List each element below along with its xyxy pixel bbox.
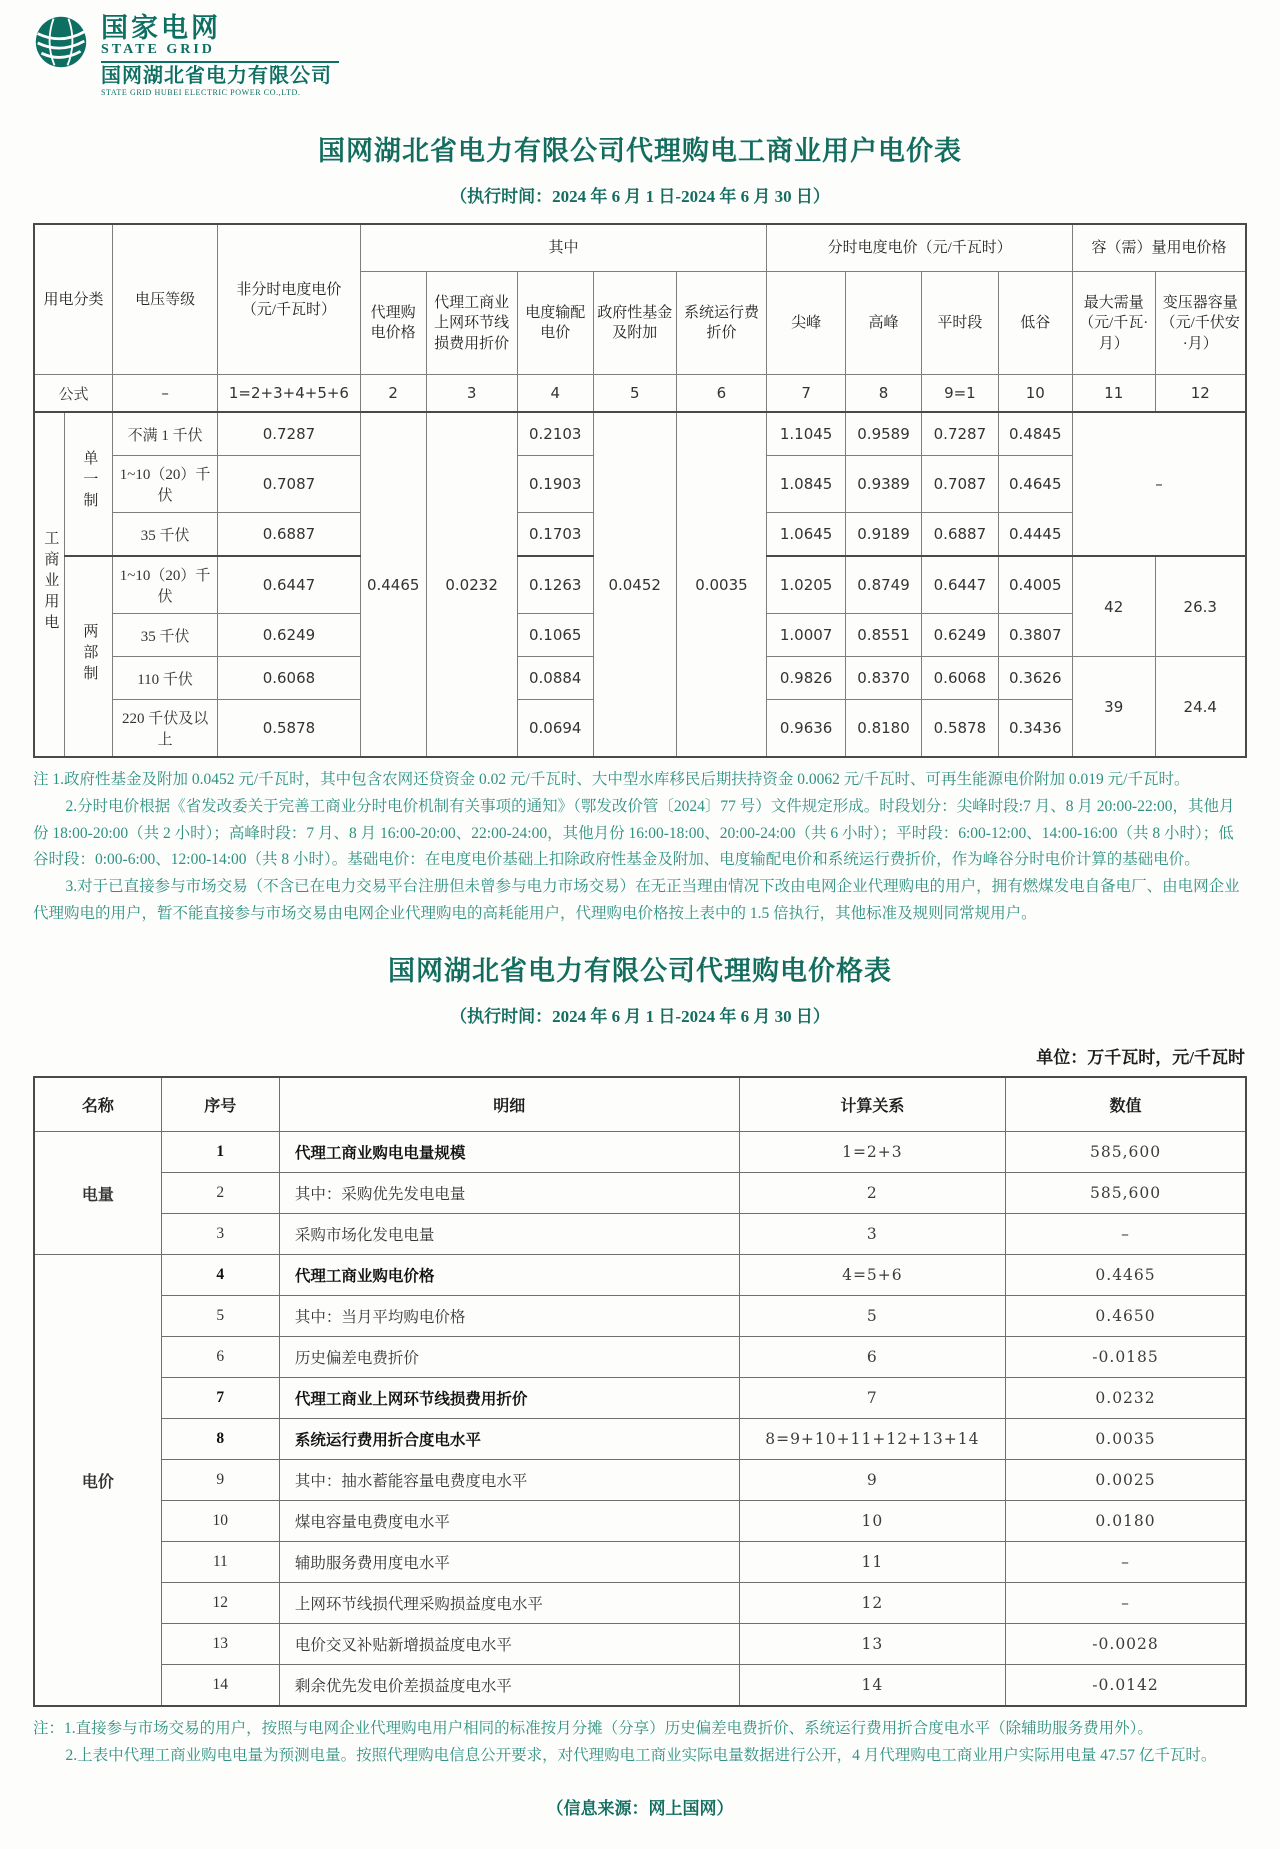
- flat-cell: 0.5878: [922, 700, 998, 758]
- table-row: [34, 1378, 1246, 1419]
- calc-cell: 11: [739, 1542, 1005, 1583]
- detail-cell: 代理工商业购电电量规模: [279, 1132, 739, 1173]
- transformer-capacity-cell: 24.4: [1155, 657, 1246, 758]
- header-value: 数值: [1006, 1077, 1246, 1132]
- header-voltage: 电压等级: [112, 224, 217, 375]
- non-tou-cell: 0.6068: [218, 657, 360, 700]
- formula-cell: 9=1: [922, 375, 998, 413]
- group-energy: 电量: [34, 1132, 161, 1255]
- formula-cell: 3: [426, 375, 517, 413]
- valley-cell: 0.3626: [998, 657, 1072, 700]
- header-non-tou: 非分时电度电价（元/千瓦时）: [218, 224, 360, 375]
- table2-notes: [33, 1716, 1247, 1769]
- voltage-cell: 35 千伏: [112, 614, 217, 657]
- detail-cell: 上网环节线损代理采购损益度电水平: [279, 1583, 739, 1624]
- transmission-cell: 0.2103: [517, 412, 593, 456]
- valley-cell: 0.3436: [998, 700, 1072, 758]
- value-cell: 0.0232: [1006, 1378, 1246, 1419]
- calc-cell: 4=5+6: [739, 1255, 1005, 1296]
- calc-cell: 7: [739, 1378, 1005, 1419]
- no-cell: 12: [161, 1583, 279, 1624]
- detail-cell: 历史偏差电费折价: [279, 1337, 739, 1378]
- info-source: （信息来源：网上国网）: [546, 1798, 734, 1818]
- detail-cell: 其中：抽水蓄能容量电费度电水平: [279, 1460, 739, 1501]
- calc-cell: 10: [739, 1501, 1005, 1542]
- header-peak: 高峰: [845, 272, 921, 375]
- table-row: [34, 1132, 1246, 1173]
- sharp-cell: 1.0845: [767, 456, 845, 513]
- header-capacity: 容（需）量用电价格: [1072, 224, 1246, 272]
- table-row: [34, 1214, 1246, 1255]
- value-cell: -0.0028: [1006, 1624, 1246, 1665]
- company-name-cn: 国网湖北省电力有限公司: [101, 65, 332, 88]
- peak-cell: 0.8749: [845, 556, 921, 614]
- no-cell: 8: [161, 1419, 279, 1460]
- calc-cell: 1=2+3: [739, 1132, 1005, 1173]
- no-cell: 6: [161, 1337, 279, 1378]
- table-row: [34, 1173, 1246, 1214]
- value-cell: 0.0035: [1006, 1419, 1246, 1460]
- no-cell: 1: [161, 1132, 279, 1173]
- formula-label: 公式: [34, 375, 112, 413]
- value-cell: 0.0180: [1006, 1501, 1246, 1542]
- header-valley: 低谷: [998, 272, 1072, 375]
- header-transmission: 电度输配电价: [517, 272, 593, 375]
- brand-name-cn: 国家电网: [101, 13, 221, 43]
- no-cell: 10: [161, 1501, 279, 1542]
- calc-cell: 13: [739, 1624, 1005, 1665]
- agent-purchase-price-table: [33, 1076, 1247, 1707]
- peak-cell: 0.8370: [845, 657, 921, 700]
- note-2: 2.分时电价根据《省发改委关于完善工商业分时电价机制有关事项的通知》（鄂发改价管〔2024〕77 号）文件规定形成。时段划分：尖峰时段:7 月、8 月 20:00-22:00，其他月份 18:00-20:00（共 2 小时）；高峰时段：7 月、8 月 16:00-20:00、22:00-24:00，其他月份 16:00-18:00、20:00-24:00（共 6 小时）；平时段：6:00-12:00、14:00-16:00（共 8 小时）；低谷时段：0:00-6:00、12:00-14:00（共 8 小时）。基础电价：在电度电价基础上扣除政府性基金及附加、电度输配电价和系统运行费折价，作为峰谷分时电价计算的基础电价。: [33, 798, 1235, 869]
- voltage-cell: 220 千伏及以上: [112, 700, 217, 758]
- note-2: 2.上表中代理工商业购电电量为预测电量。按照代理购电信息公开要求，对代理购电工商业实际电量数据进行公开，4 月代理购电工商业用户实际用电量 47.57 亿千瓦时。: [65, 1747, 1217, 1765]
- company-name-en: STATE GRID HUBEI ELECTRIC POWER CO.,LTD.: [101, 88, 301, 98]
- non-tou-cell: 0.7287: [218, 412, 360, 456]
- formula-cell: 7: [767, 375, 845, 413]
- table-row: [34, 1501, 1246, 1542]
- header-line-loss: 代理工商业上网环节线损费用折价: [426, 272, 517, 375]
- header-detail: 明细: [279, 1077, 739, 1132]
- commercial-user-price-table: [33, 223, 1247, 758]
- peak-cell: 0.8180: [845, 700, 921, 758]
- table1-subtitle: （执行时间：2024 年 6 月 1 日-2024 年 6 月 30 日）: [450, 187, 830, 207]
- sharp-cell: 0.9826: [767, 657, 845, 700]
- voltage-cell: 1~10（20）千伏: [112, 456, 217, 513]
- group-two-part-system: 两部制: [65, 556, 112, 757]
- formula-cell: 1=2+3+4+5+6: [218, 375, 360, 413]
- no-cell: 5: [161, 1296, 279, 1337]
- no-cell: 9: [161, 1460, 279, 1501]
- peak-cell: 0.9589: [845, 412, 921, 456]
- capacity-dash-cell: –: [1072, 412, 1246, 556]
- transmission-cell: 0.1703: [517, 513, 593, 557]
- calc-cell: 12: [739, 1583, 1005, 1624]
- value-cell: -0.0185: [1006, 1337, 1246, 1378]
- flat-cell: 0.7287: [922, 412, 998, 456]
- valley-cell: 0.3807: [998, 614, 1072, 657]
- peak-cell: 0.9189: [845, 513, 921, 557]
- no-cell: 4: [161, 1255, 279, 1296]
- header-among: 其中: [360, 224, 767, 272]
- header-gov-fund: 政府性基金及附加: [593, 272, 676, 375]
- value-cell: -0.0142: [1006, 1665, 1246, 1707]
- agent-price-cell: 0.4465: [360, 412, 426, 757]
- table-row: [34, 1542, 1246, 1583]
- note-3: 3.对于已直接参与市场交易（不含已在电力交易平台注册但未曾参与电力市场交易）在无正当理由情况下改由电网企业代理购电的用户，拥有燃煤发电自备电厂、由电网企业代理购电的用户，暂不能直接参与市场交易由电网企业代理购电的高耗能用户，代理购电价格按上表中的 1.5 倍执行，其他标准及规则同常规用户。: [33, 878, 1240, 922]
- non-tou-cell: 0.6887: [218, 513, 360, 557]
- value-cell: 585,600: [1006, 1173, 1246, 1214]
- flat-cell: 0.6249: [922, 614, 998, 657]
- note-1: 注：1.直接参与市场交易的用户，按照与电网企业代理购电用户相同的标准按月分摊（分享）历史偏差电费折价、系统运行费用折合度电水平（除辅助服务费用外）。: [33, 1720, 1153, 1738]
- header-no: 序号: [161, 1077, 279, 1132]
- transmission-cell: 0.1065: [517, 614, 593, 657]
- header-name: 名称: [34, 1077, 161, 1132]
- transmission-cell: 0.0694: [517, 700, 593, 758]
- header-sys-fee: 系统运行费折价: [676, 272, 767, 375]
- non-tou-cell: 0.7087: [218, 456, 360, 513]
- no-cell: 7: [161, 1378, 279, 1419]
- non-tou-cell: 0.5878: [218, 700, 360, 758]
- formula-cell: 10: [998, 375, 1072, 413]
- table1-title: 国网湖北省电力有限公司代理购电工商业用户电价表: [318, 136, 962, 167]
- non-tou-cell: 0.6447: [218, 556, 360, 614]
- detail-cell: 代理工商业上网环节线损费用折价: [279, 1378, 739, 1419]
- formula-row: [34, 375, 1246, 413]
- value-cell: –: [1006, 1214, 1246, 1255]
- sharp-cell: 1.1045: [767, 412, 845, 456]
- logo-divider: [101, 61, 339, 63]
- detail-cell: 其中：当月平均购电价格: [279, 1296, 739, 1337]
- unit-note: 单位：万千瓦时，元/千瓦时: [1036, 1048, 1245, 1068]
- table1-notes: [33, 767, 1247, 927]
- value-cell: 0.0025: [1006, 1460, 1246, 1501]
- detail-cell: 代理工商业购电价格: [279, 1255, 739, 1296]
- formula-cell: 6: [676, 375, 767, 413]
- calc-cell: 14: [739, 1665, 1005, 1707]
- voltage-cell: 1~10（20）千伏: [112, 556, 217, 614]
- group-single-system: 单一制: [65, 412, 112, 556]
- valley-cell: 0.4445: [998, 513, 1072, 557]
- voltage-cell: 35 千伏: [112, 513, 217, 557]
- sharp-cell: 0.9636: [767, 700, 845, 758]
- formula-cell: –: [112, 375, 217, 413]
- formula-cell: 4: [517, 375, 593, 413]
- value-cell: 0.4650: [1006, 1296, 1246, 1337]
- calc-cell: 9: [739, 1460, 1005, 1501]
- brand-name-en: STATE GRID: [101, 42, 215, 58]
- valley-cell: 0.4845: [998, 412, 1072, 456]
- table-row: [34, 1419, 1246, 1460]
- voltage-cell: 110 千伏: [112, 657, 217, 700]
- detail-cell: 电价交叉补贴新增损益度电水平: [279, 1624, 739, 1665]
- sharp-cell: 1.0007: [767, 614, 845, 657]
- group-industrial-commercial: 工商业用电: [34, 412, 65, 757]
- no-cell: 3: [161, 1214, 279, 1255]
- max-demand-cell: 39: [1072, 657, 1155, 758]
- header-flat: 平时段: [922, 272, 998, 375]
- table2-subtitle: （执行时间：2024 年 6 月 1 日-2024 年 6 月 30 日）: [450, 1007, 830, 1027]
- peak-cell: 0.8551: [845, 614, 921, 657]
- calc-cell: 5: [739, 1296, 1005, 1337]
- calc-cell: 8=9+10+11+12+13+14: [739, 1419, 1005, 1460]
- table-row: [34, 1337, 1246, 1378]
- formula-cell: 2: [360, 375, 426, 413]
- value-cell: –: [1006, 1583, 1246, 1624]
- flat-cell: 0.6447: [922, 556, 998, 614]
- state-grid-globe-icon: [33, 14, 89, 70]
- header-agent-price: 代理购电价格: [360, 272, 426, 375]
- table-row: [34, 1296, 1246, 1337]
- sharp-cell: 1.0205: [767, 556, 845, 614]
- voltage-cell: 不满 1 千伏: [112, 412, 217, 456]
- detail-cell: 煤电容量电费度电水平: [279, 1501, 739, 1542]
- valley-cell: 0.4005: [998, 556, 1072, 614]
- header-user-class: 用电分类: [34, 224, 112, 375]
- value-cell: 0.4465: [1006, 1255, 1246, 1296]
- peak-cell: 0.9389: [845, 456, 921, 513]
- logo-text-block: [101, 14, 339, 97]
- table-row: [34, 1624, 1246, 1665]
- table2-title: 国网湖北省电力有限公司代理购电价格表: [388, 956, 892, 987]
- formula-cell: 8: [845, 375, 921, 413]
- table-row: [34, 1460, 1246, 1501]
- state-grid-logo: [33, 14, 1247, 97]
- detail-cell: 辅助服务费用度电水平: [279, 1542, 739, 1583]
- calc-cell: 6: [739, 1337, 1005, 1378]
- no-cell: 2: [161, 1173, 279, 1214]
- transmission-cell: 0.1263: [517, 556, 593, 614]
- line-loss-cell: 0.0232: [426, 412, 517, 757]
- table-row: [34, 1583, 1246, 1624]
- header-transformer: 变压器容量（元/千伏安·月）: [1155, 272, 1246, 375]
- header-max-demand: 最大需量（元/千瓦·月）: [1072, 272, 1155, 375]
- gov-fund-cell: 0.0452: [593, 412, 676, 757]
- detail-cell: 采购市场化发电电量: [279, 1214, 739, 1255]
- table-row: [34, 1665, 1246, 1707]
- flat-cell: 0.6068: [922, 657, 998, 700]
- header-calc: 计算关系: [739, 1077, 1005, 1132]
- max-demand-cell: 42: [1072, 556, 1155, 657]
- formula-cell: 5: [593, 375, 676, 413]
- detail-cell: 其中：采购优先发电电量: [279, 1173, 739, 1214]
- no-cell: 13: [161, 1624, 279, 1665]
- flat-cell: 0.7087: [922, 456, 998, 513]
- formula-cell: 12: [1155, 375, 1246, 413]
- group-price: 电价: [34, 1255, 161, 1707]
- formula-cell: 11: [1072, 375, 1155, 413]
- table-row: [34, 1255, 1246, 1296]
- transformer-capacity-cell: 26.3: [1155, 556, 1246, 657]
- detail-cell: 剩余优先发电价差损益度电水平: [279, 1665, 739, 1707]
- transmission-cell: 0.0884: [517, 657, 593, 700]
- header-tou: 分时电度电价（元/千瓦时）: [767, 224, 1073, 272]
- header-sharp-peak: 尖峰: [767, 272, 845, 375]
- sharp-cell: 1.0645: [767, 513, 845, 557]
- transmission-cell: 0.1903: [517, 456, 593, 513]
- table-row: [34, 412, 1246, 456]
- calc-cell: 3: [739, 1214, 1005, 1255]
- detail-cell: 系统运行费用折合度电水平: [279, 1419, 739, 1460]
- sys-fee-cell: 0.0035: [676, 412, 767, 757]
- no-cell: 11: [161, 1542, 279, 1583]
- calc-cell: 2: [739, 1173, 1005, 1214]
- flat-cell: 0.6887: [922, 513, 998, 557]
- value-cell: –: [1006, 1542, 1246, 1583]
- non-tou-cell: 0.6249: [218, 614, 360, 657]
- no-cell: 14: [161, 1665, 279, 1707]
- note-1: 注 1.政府性基金及附加 0.0452 元/千瓦时，其中包含农网还贷资金 0.02 元/千瓦时、大中型水库移民后期扶持资金 0.0062 元/千瓦时、可再生能源电价附加 0.019 元/千瓦时。: [33, 771, 1190, 789]
- valley-cell: 0.4645: [998, 456, 1072, 513]
- value-cell: 585,600: [1006, 1132, 1246, 1173]
